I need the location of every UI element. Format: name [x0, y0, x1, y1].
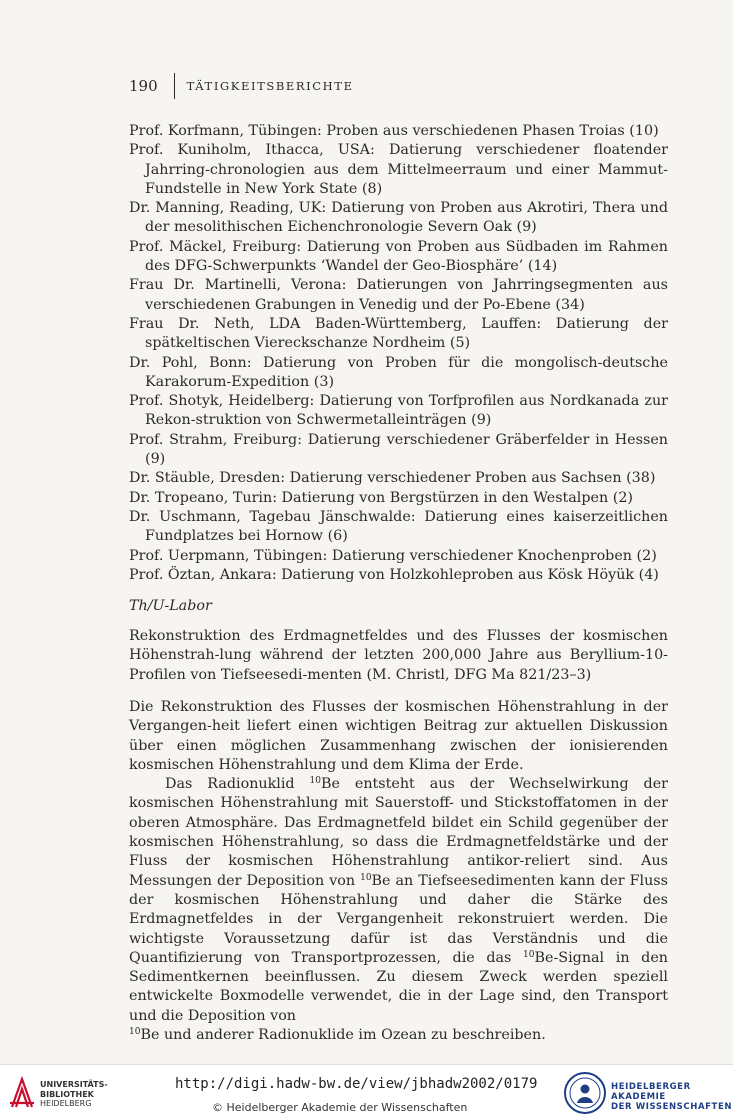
- academy-name: HEIDELBERGER AKADEMIE DER WISSENSCHAFTEN: [611, 1082, 733, 1112]
- university-library-logo-icon: [8, 1073, 36, 1111]
- page-header: [129, 73, 354, 99]
- superscript: 10: [309, 776, 321, 787]
- list-item: Prof. Korfmann, Tübingen: Proben aus verschiedenen Phasen Troias (10): [129, 123, 659, 139]
- list-item: Prof. Mäckel, Freiburg: Datierung von Proben aus Südbaden im Rahmen des DFG-Schwerpunkts ‘Wandel der Geo-Biosphäre’ (14): [129, 238, 668, 275]
- list-item: Prof. Strahm, Freiburg: Datierung verschiedener Gräberfelder in Hessen (9): [129, 431, 668, 468]
- list-item: Prof. Kuniholm, Ithacca, USA: Datierung verschiedener floatender Jahrring-chronologien aus dem Mittelmeerraum und einer Mammut-Fundstelle in New York State (8): [129, 142, 668, 197]
- copyright-notice: © Heidelberger Akademie der Wissenschaften: [212, 1101, 468, 1114]
- list-item: Prof. Öztan, Ankara: Datierung von Holzkohleproben aus Kösk Höyük (4): [129, 566, 659, 583]
- list-item: Prof. Shotyk, Heidelberg: Datierung von Torfprofilen aus Nordkanada zur Rekon-struktion von Schwermetalleinträgen (9): [129, 393, 668, 429]
- list-item: Frau Dr. Martinelli, Verona: Datierungen von Jahrringsegmenten aus verschiedenen Grabungen in Venedig und der Po-Ebene (34): [129, 277, 668, 313]
- list-item: Prof. Uerpmann, Tübingen: Datierung verschiedener Knochenproben (2): [129, 547, 657, 564]
- page-number: 190: [129, 77, 158, 95]
- paragraph: Die Rekonstruktion des Flusses der kosmischen Höhenstrahlung in der Vergangen-heit liefert einen wichtigen Beitrag zur aktuellen Diskussion über einen möglichen Zusammenhang zwischen der ionisierenden kosmischen Höhenstrahlung und dem Klima der Erde.: [129, 699, 668, 773]
- viewer-footer: [0, 1064, 733, 1120]
- university-library-name: UNIVERSITÄTS- BIBLIOTHEK HEIDELBERG: [40, 1080, 108, 1108]
- superscript: 10: [129, 1027, 141, 1038]
- permalink-url[interactable]: http://digi.hadw-bw.de/view/jbhadw2002/0179: [175, 1076, 538, 1092]
- list-item: Dr. Stäuble, Dresden: Datierung verschiedener Proben aus Sachsen (38): [129, 470, 656, 487]
- list-item: Dr. Manning, Reading, UK: Datierung von Proben aus Akrotiri, Thera und der mesolithischen Eichenchronologie Severn Oak (9): [129, 200, 668, 236]
- academy-seal-icon: [563, 1071, 607, 1115]
- list-item: Frau Dr. Neth, LDA Baden-Württemberg, Lauffen: Datierung der spätkeltischen Viereckschanze Nordheim (5): [129, 315, 668, 352]
- header-divider: [174, 73, 175, 99]
- running-title: TÄTIGKEITSBERICHTE: [186, 79, 354, 93]
- superscript: 10: [360, 872, 372, 883]
- section-title: Th/U-Labor: [129, 598, 212, 614]
- body-text: [129, 698, 668, 1045]
- list-item: Dr. Pohl, Bonn: Datierung von Proben für die mongolisch-deutsche Karakorum-Expedition (3): [129, 354, 668, 390]
- superscript: 10: [523, 949, 535, 960]
- list-item: Dr. Uschmann, Tagebau Jänschwalde: Datierung eines kaiserzeitlichen Fundplatzes bei Hornow (6): [129, 508, 668, 545]
- list-item: Dr. Tropeano, Turin: Datierung von Bergstürzen in den Westalpen (2): [129, 489, 633, 506]
- project-title: Rekonstruktion des Erdmagnetfeldes und des Flusses der kosmischen Höhenstrah-lung während der letzten 200,000 Jahre aus Beryllium-10-Profilen von Tiefseesedi-menten (M. Christl, DFG Ma 821/23–3): [129, 628, 668, 683]
- entry-list: [129, 122, 668, 585]
- paragraph: Das Radionuklid $^{10}$Be entsteht aus der Wechselwirkung der kosmischen Höhenstrahlung mit Sauerstoff- und Stickstoffatomen in der oberen Atmosphäre. Das Erdmagnetfeld bildet ein Schild gegenüber der kosmischen Höhenstrahlung, so dass die Erdmagnetfeldstärke und der Fluss der kosmischen Höhenstrahlung antikor-reliert sind. Aus Messungen der Deposition von $^{10}$Be an Tiefseesedimenten kann der Fluss der kosmischen Höhenstrahlung und daher die Stärke des Erdmagnetfeldes in der Vergangenheit rekonstruiert werden. Die wichtigste Voraussetzung dafür ist das Verständnis und die Quantifizierung von Transportprozessen, die das $^{10}$Be-Signal in den Sedimentkernen beeinflussen. Zu diesem Zweck werden speziell entwickelte Boxmodelle verwendet, die in der Lage sind, den Transport und die Deposition von $^{10}$Be und anderer Radionuklide im Ozean zu beschreiben.: [129, 776, 669, 1044]
